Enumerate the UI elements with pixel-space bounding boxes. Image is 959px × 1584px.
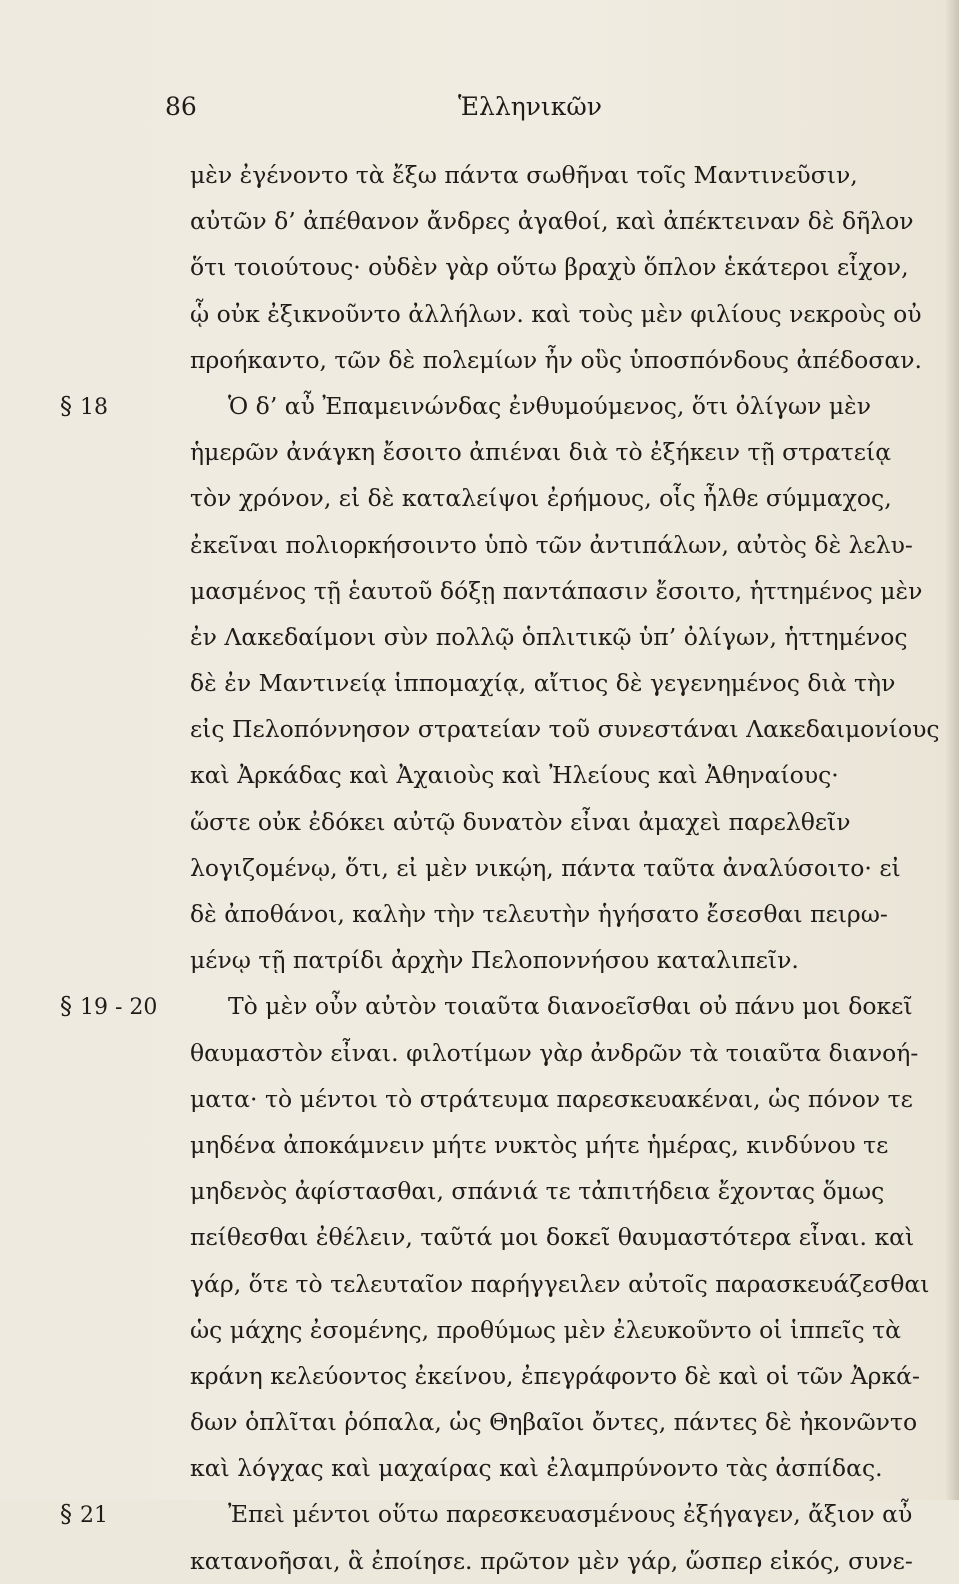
line-text: εἰς Πελοπόννησον στρατείαν τοῦ συνεστάναι Λακεδαιμονίους <box>190 715 940 744</box>
section-number-label: 21 <box>80 1503 108 1529</box>
section-number-label: 18 <box>80 394 108 420</box>
section-number <box>60 1491 108 1539</box>
section-number-label: 19 - 20 <box>80 995 158 1021</box>
text-line <box>40 337 940 383</box>
line-text: ὡς μάχης ἐσομένης, προθύμως μὲν ἐλευκοῦντο οἱ ἱππεῖς τὰ <box>190 1315 901 1344</box>
text-line <box>40 660 940 706</box>
text-line <box>40 475 940 521</box>
text-line <box>40 752 940 798</box>
page-edge-shadow <box>945 0 959 1500</box>
text-line <box>40 799 940 845</box>
text-line <box>40 244 940 290</box>
line-text: κατανοῆσαι, ἃ ἐποίησε. πρῶτον μὲν γάρ, ὥσπερ εἰκός, συνε- <box>190 1546 913 1575</box>
line-text: δων ὁπλῖται ῥόπαλα, ὡς Θηβαῖοι ὄντες, πάντες δὲ ἠκονῶντο <box>190 1408 918 1437</box>
text-line <box>40 1399 940 1445</box>
text-line <box>40 568 940 614</box>
line-text: ᾧ οὐκ ἐξικνοῦντο ἀλλήλων. καὶ τοὺς μὲν φιλίους νεκροὺς οὐ <box>190 299 922 328</box>
line-text: δὲ ἐν Μαντινείᾳ ἱππομαχίᾳ, αἴτιος δὲ γεγενημένος διὰ τὴν <box>190 669 896 698</box>
line-text: Ἐπεὶ μέντοι οὕτω παρεσκευασμένους ἐξήγαγεν, ἄξιον αὖ <box>228 1500 913 1529</box>
line-text: μὲν ἐγένοντο τὰ ἔξω πάντα σωθῆναι τοῖς Μαντινεῦσιν, <box>190 161 858 189</box>
text-line <box>40 383 940 429</box>
line-text: μηδενὸς ἀφίστασθαι, σπάνιά τε τἀπιτήδεια ἔχοντας ὅμως <box>190 1177 885 1206</box>
line-text: ἐν Λακεδαίμονι σὺν πολλῷ ὁπλιτικῷ ὑπ’ ὀλίγων, ἡττημένος <box>190 622 908 651</box>
line-text: γάρ, ὅτε τὸ τελευταῖον παρήγγειλεν αὐτοῖς παρασκευάζεσθαι <box>190 1269 930 1298</box>
text-line <box>40 1445 940 1491</box>
text-line <box>40 1122 940 1168</box>
line-text: ἐκεῖναι πολιορκήσοιντο ὑπὸ τῶν ἀντιπάλων, αὐτὸς δὲ λελυ- <box>190 530 913 559</box>
page-header <box>0 92 959 132</box>
text-line <box>40 1353 940 1399</box>
section-sign-icon: § <box>60 992 72 1021</box>
text-line <box>40 1307 940 1353</box>
text-line <box>40 1261 940 1307</box>
text-line <box>40 429 940 475</box>
section-number <box>60 383 108 431</box>
text-line <box>40 1030 940 1076</box>
line-text: λογιζομένῳ, ὅτι, εἰ μὲν νικῴη, πάντα ταῦτα ἀναλύσοιτο· εἰ <box>190 853 901 882</box>
line-text: θαυμαστὸν εἶναι. φιλοτίμων γὰρ ἀνδρῶν τὰ τοιαῦτα διανοή- <box>190 1038 919 1067</box>
line-text: προήκαντο, τῶν δὲ πολεμίων ἦν οὓς ὑποσπόνδους ἀπέδοσαν. <box>190 345 922 374</box>
text-line <box>40 198 940 244</box>
line-text: καὶ Ἀρκάδας καὶ Ἀχαιοὺς καὶ Ἠλείους καὶ Ἀθηναίους· <box>190 761 839 790</box>
line-text: μηδένα ἀποκάμνειν μήτε νυκτὸς μήτε ἡμέρας, κινδύνου τε <box>190 1130 889 1159</box>
text-line <box>40 614 940 660</box>
text-line <box>40 706 940 752</box>
line-text: μένῳ τῇ πατρίδι ἀρχὴν Πελοποννήσου καταλιπεῖν. <box>190 946 799 975</box>
section-sign-icon: § <box>60 1500 72 1529</box>
line-text: μασμένος τῇ ἑαυτοῦ δόξῃ παντάπασιν ἔσοιτο, ἡττημένος μὲν <box>190 576 923 605</box>
text-line <box>40 152 940 198</box>
page-number: 86 <box>165 92 197 121</box>
text-line <box>40 1491 940 1537</box>
text-line <box>40 937 940 983</box>
text-line <box>40 983 940 1029</box>
line-text: καὶ λόγχας καὶ μαχαίρας καὶ ἐλαμπρύνοντο τὰς ἀσπίδας. <box>190 1454 883 1483</box>
line-text: ματα· τὸ μέντοι τὸ στράτευμα παρεσκευακέναι, ὡς πόνον τε <box>190 1084 913 1113</box>
line-text: κράνη κελεύοντος ἐκείνου, ἐπεγράφοντο δὲ καὶ οἱ τῶν Ἀρκά- <box>190 1361 920 1390</box>
line-text: ὅτι τοιούτους· οὐδὲν γὰρ οὕτω βραχὺ ὅπλον ἑκάτεροι εἶχον, <box>190 253 909 282</box>
text-line <box>40 1076 940 1122</box>
line-text: ἡμερῶν ἀνάγκη ἔσοιτο ἀπιέναι διὰ τὸ ἐξήκειν τῇ στρατείᾳ <box>190 438 892 467</box>
text-line <box>40 1214 940 1260</box>
running-head: Ἑλληνικῶν <box>458 92 602 121</box>
line-text: δὲ ἀποθάνοι, καλὴν τὴν τελευτὴν ἡγήσατο ἔσεσθαι πειρω- <box>190 900 888 928</box>
line-text: πείθεσθαι ἐθέλειν, ταῦτά μοι δοκεῖ θαυμαστότερα εἶναι. καὶ <box>190 1223 915 1252</box>
text-line <box>40 291 940 337</box>
section-number <box>60 983 157 1031</box>
section-sign-icon: § <box>60 391 72 420</box>
line-text: Ὁ δ’ αὖ Ἐπαμεινώνδας ἐνθυμούμενος, ὅτι ὀλίγων μὲν <box>228 391 872 420</box>
text-line <box>40 522 940 568</box>
line-text: Τὸ μὲν οὖν αὐτὸν τοιαῦτα διανοεῖσθαι οὐ πάνυ μοι δοκεῖ <box>228 992 913 1021</box>
text-line <box>40 1168 940 1214</box>
text-line <box>40 845 940 891</box>
text-line <box>40 891 940 937</box>
line-text: αὐτῶν δ’ ἀπέθανον ἄνδρες ἀγαθοί, καὶ ἀπέκτειναν δὲ δῆλον <box>190 207 914 236</box>
line-text: τὸν χρόνον, εἰ δὲ καταλείψοι ἐρήμους, οἷς ἦλθε σύμμαχος, <box>190 484 892 513</box>
line-text: ὥστε οὐκ ἐδόκει αὐτῷ δυνατὸν εἶναι ἀμαχεὶ παρελθεῖν <box>190 807 851 836</box>
greek-text-body <box>40 152 940 1584</box>
text-line <box>40 1538 940 1584</box>
